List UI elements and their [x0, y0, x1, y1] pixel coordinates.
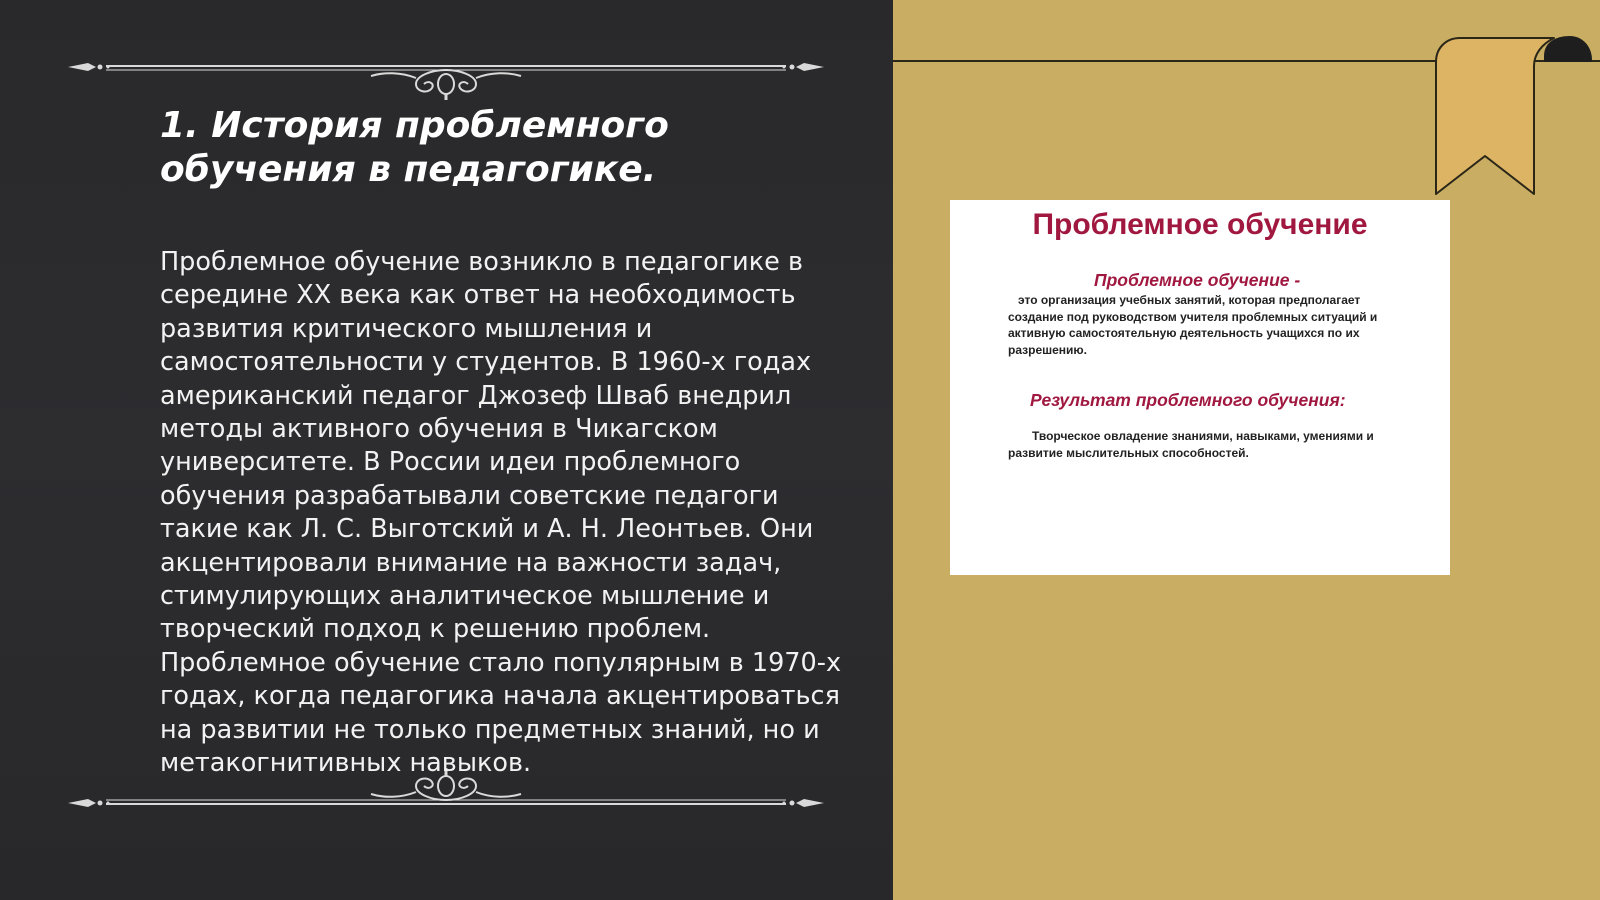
definition-text — [1008, 292, 1413, 358]
bookmark-ribbon-icon — [1434, 36, 1592, 198]
result-text — [1008, 428, 1413, 461]
card-title: Проблемное обучение — [1032, 208, 1368, 241]
definition-text-content: это организация учебных занятий, которая предполагает создание под руководством учителя проблемных ситуаций и активную самостоятельную деятельность учащихся по их разрешению. — [1008, 293, 1378, 357]
definition-card — [950, 200, 1450, 575]
slide-title: 1. История проблемного обучения в педагогике. — [160, 105, 669, 190]
ornament-divider-top-icon — [66, 40, 826, 100]
definition-heading: Проблемное обучение - — [1094, 270, 1301, 290]
slide-body-text: Проблемное обучение возникло в педагогике в середине XX века как ответ на необходимость развития критического мышления и самостоятельности у студентов. В 1960-х годах американский педагог Джозеф Шваб внедрил методы активного обучения в Чикагском университете. В России идеи проблемного обучения разрабатывали советские педагоги такие как Л. С. Выготский и А. Н. Леонтьев. Они акцентировали внимание на важности задач, стимулирующих аналитическое мышление и творческий подход к решению проблем. Проблемное обучение стало популярным в 1970-х годах, когда педагогика начала акцентироваться на развитии не только предметных знаний, но и метакогнитивных навыков. — [160, 247, 842, 779]
result-heading: Результат проблемного обучения: — [1030, 390, 1346, 410]
result-text-content: Творческое овладение знаниями, навыками, умениями и развитие мыслительных способностей. — [1008, 429, 1374, 460]
